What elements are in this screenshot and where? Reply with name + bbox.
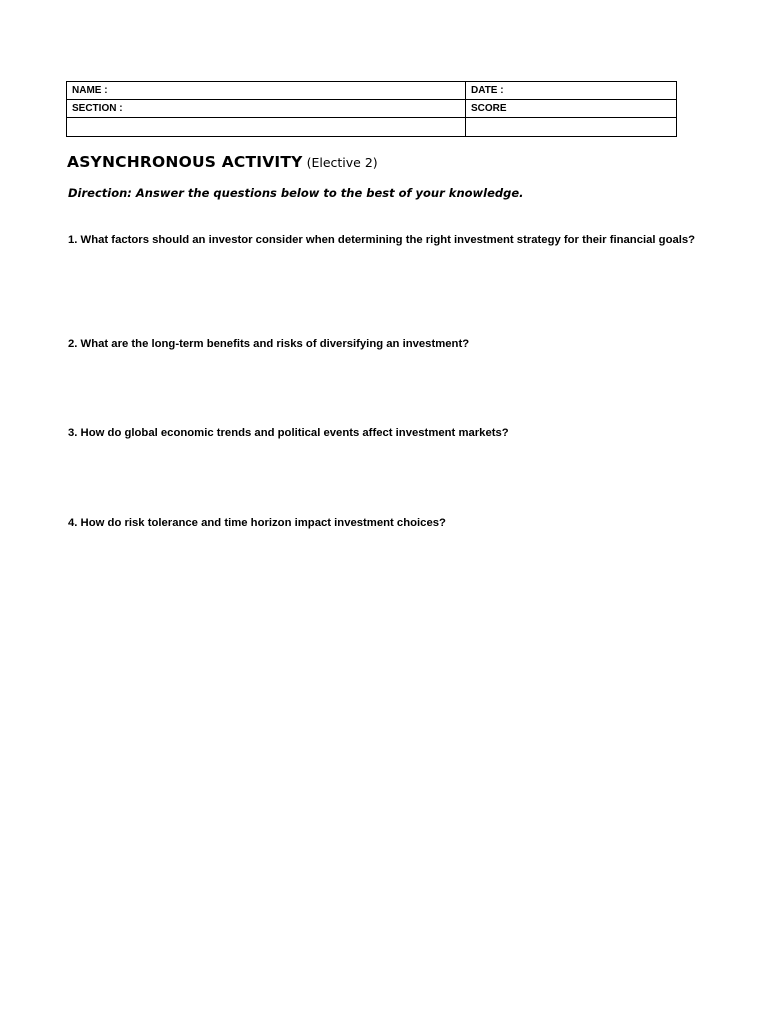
- info-row-name-date: [67, 82, 677, 100]
- score-value-cell[interactable]: [466, 118, 677, 137]
- score-label: SCORE: [466, 100, 677, 118]
- question-2: 2. What are the long-term benefits and risks of diversifying an investment?: [68, 338, 470, 350]
- activity-subtitle: (Elective 2): [306, 155, 378, 170]
- info-row-blank: [67, 118, 677, 137]
- question-1: 1. What factors should an investor consider when determining the right investment strategy for their financial goals?: [68, 234, 696, 246]
- question-4: 4. How do risk tolerance and time horizon impact investment choices?: [68, 517, 446, 529]
- question-3: 3. How do global economic trends and political events affect investment markets?: [68, 427, 509, 439]
- direction-text: Direction: Answer the questions below to the best of your knowledge.: [68, 186, 524, 200]
- name-label: NAME :: [67, 82, 466, 100]
- activity-title: ASYNCHRONOUS ACTIVITY: [67, 153, 303, 171]
- section-label: SECTION :: [67, 100, 466, 118]
- section-value-cell[interactable]: [67, 118, 466, 137]
- info-row-section-score: [67, 100, 677, 118]
- student-info-table: [66, 81, 677, 137]
- date-label: DATE :: [466, 82, 677, 100]
- activity-heading: [67, 152, 378, 171]
